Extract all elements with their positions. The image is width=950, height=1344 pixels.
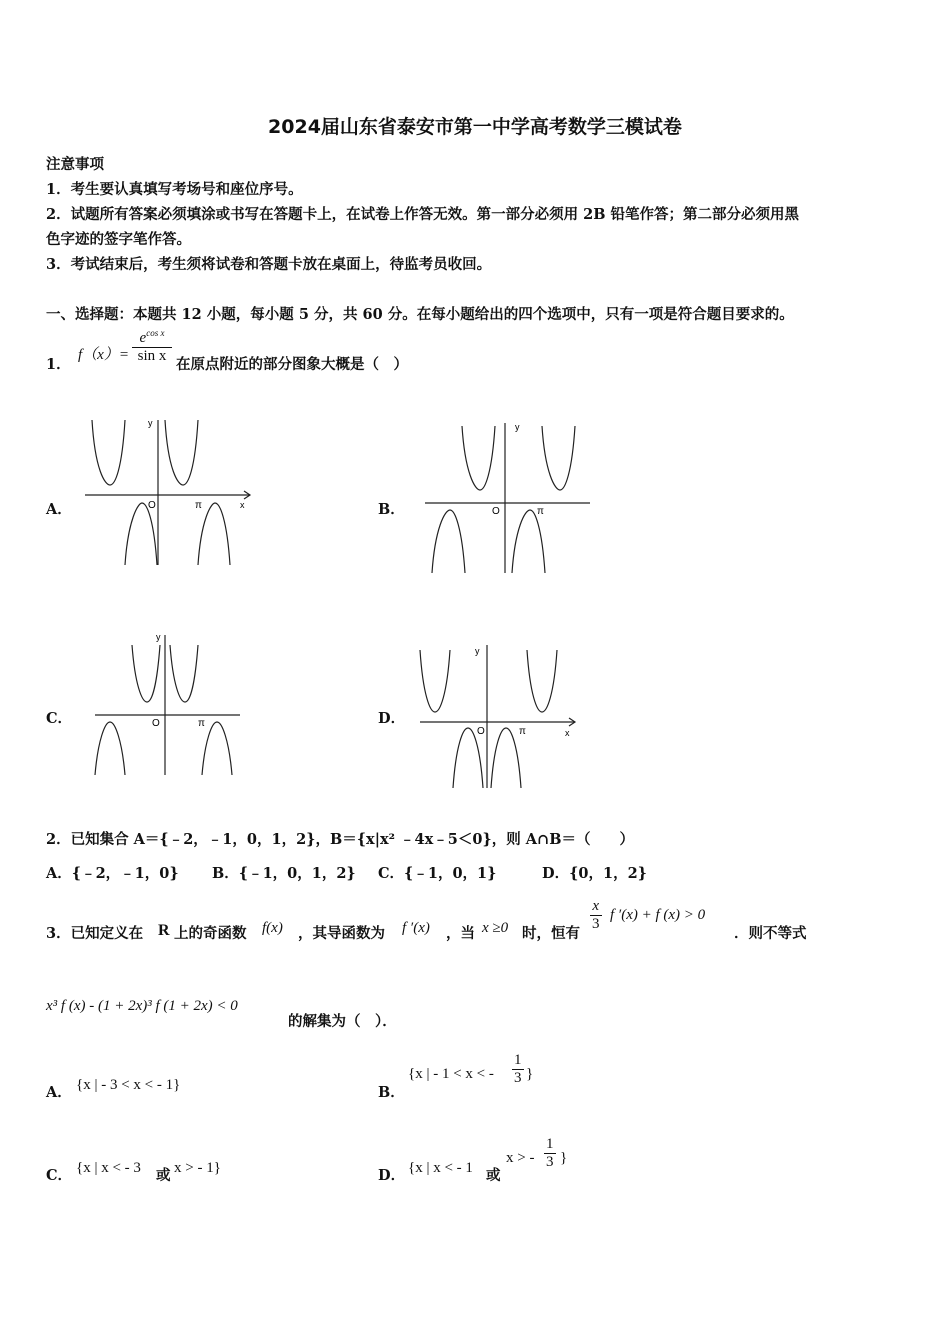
- graph-option-d: [415, 640, 585, 790]
- graph-b-y-label: y: [515, 422, 520, 432]
- graph-a-x-label: x: [240, 500, 245, 510]
- q3-option-d-set-a: {x | x < - 1: [408, 1160, 473, 1176]
- graph-b-origin: O: [492, 506, 500, 517]
- graph-d-pi: π: [519, 726, 526, 737]
- q3-stem-6: ．则不等式: [734, 925, 807, 942]
- q3-option-c-label: C．: [46, 1167, 73, 1184]
- q3-frac-num: x: [590, 898, 602, 916]
- notice-item-3: 3．考试结束后，考生须将试卷和答题卡放在桌面上，待监考员收回。: [46, 256, 492, 273]
- notice-item-2-cont: 色字迹的签字笔作答。: [46, 231, 191, 248]
- q2-option-c: C．{﹣1，0，1}: [378, 865, 497, 882]
- q3-stem-5: 时，恒有: [522, 925, 580, 942]
- graph-a-pi: π: [195, 500, 202, 511]
- q3-option-d-close: }: [560, 1150, 568, 1166]
- notice-item-1: 1．考生要认真填写考场号和座位序号。: [46, 181, 303, 198]
- q1-option-d-label: D．: [378, 710, 406, 727]
- graph-c-y-label: y: [156, 632, 161, 642]
- q3-option-d-or: 或: [486, 1167, 501, 1184]
- q3-option-b-fraction: [512, 1052, 524, 1087]
- q3-option-d-label: D．: [378, 1167, 406, 1184]
- q1-stem: 在原点附近的部分图象大概是（ ）: [176, 356, 408, 373]
- q2-option-b: B．{﹣1，0，1，2}: [212, 865, 356, 882]
- q3-option-b-close: }: [526, 1066, 534, 1082]
- q3-option-b-set: {x | - 1 < x < -: [408, 1066, 494, 1082]
- q3-b-den: 3: [514, 1070, 522, 1086]
- q3-option-c-or: 或: [156, 1167, 171, 1184]
- graph-a-y-label: y: [148, 418, 153, 428]
- graph-d-y-label: y: [475, 646, 480, 656]
- graph-option-c: [90, 630, 250, 780]
- graph-option-a: [80, 410, 260, 570]
- q3-condition: x ≥0: [482, 920, 509, 936]
- q1-option-c-label: C．: [46, 710, 73, 727]
- graph-c-origin: O: [152, 718, 160, 729]
- q2-option-a: A．{﹣2，﹣1，0}: [46, 865, 179, 882]
- q3-stem-7: 的解集为（ ）．: [288, 1013, 397, 1030]
- graph-d-x-label: x: [565, 728, 570, 738]
- graph-c-pi: π: [198, 718, 205, 729]
- q3-fx: f(x): [262, 920, 283, 936]
- q3-inequality-2: x³ f (x) - (1 + 2x)³ f (1 + 2x) < 0: [46, 998, 238, 1014]
- q3-option-c-set-b: x > - 1}: [174, 1160, 221, 1176]
- q3-d-den: 3: [546, 1154, 554, 1170]
- q3-stem-4: ，当: [446, 925, 475, 942]
- q3-fraction: [590, 898, 602, 933]
- q3-option-a-label: A．: [46, 1084, 72, 1101]
- q3-fprime: f ′(x): [402, 920, 430, 936]
- graph-option-b: [420, 418, 600, 578]
- q1-denominator: sin x: [137, 348, 167, 364]
- q2-option-d: D．{0，1，2}: [542, 865, 647, 882]
- graph-b-pi: π: [537, 506, 544, 517]
- q1-fraction: [132, 328, 172, 365]
- q3-d-num: 1: [546, 1136, 554, 1152]
- q3-stem-3: ，其导函数为: [298, 925, 385, 942]
- q3-option-d-fraction: [544, 1136, 556, 1171]
- q3-option-b-label: B．: [378, 1084, 405, 1101]
- q1-func-lhs: f（x）=: [78, 347, 129, 363]
- graph-d-origin: O: [477, 726, 485, 737]
- q3-stem-1: 3．已知定义在: [46, 925, 144, 942]
- q3-option-c-set-a: {x | x < - 3: [76, 1160, 141, 1176]
- notice-heading: 注意事项: [46, 156, 104, 173]
- section-1-heading: 一、选择题：本题共 12 小题，每小题 5 分，共 60 分。在每小题给出的四个选项中，只有一项是符合题目要求的。: [46, 306, 794, 323]
- notice-item-2: 2．试题所有答案必须填涂或书写在答题卡上，在试卷上作答无效。第一部分必须用 2B 铅笔作答；第二部分必须用黑: [46, 206, 800, 223]
- q2-stem: 2．已知集合 A＝{﹣2，﹣1，0，1，2}，B＝{x|x² ﹣4x﹣5＜0}，则 A∩B＝（ ）: [46, 831, 634, 848]
- q3-option-d-set-b: x > -: [506, 1150, 535, 1166]
- q1-option-b-label: B．: [378, 501, 405, 518]
- q1-numerator: e: [139, 330, 147, 346]
- page-title: 2024届山东省泰安市第一中学高考数学三模试卷: [268, 116, 682, 138]
- q3-b-num: 1: [514, 1052, 522, 1068]
- q1-option-a-label: A．: [46, 501, 72, 518]
- q3-inequality: f ′(x) + f (x) > 0: [610, 907, 706, 923]
- graph-a-origin: O: [148, 500, 156, 511]
- q3-stem-2: 上的奇函数: [174, 925, 247, 942]
- q3-frac-den: 3: [592, 916, 600, 932]
- q1-number: 1．: [46, 356, 71, 373]
- q1-numerator-exp: cos x: [146, 328, 165, 338]
- q3-real-set: R: [158, 922, 170, 939]
- q3-option-a-set: {x | - 3 < x < - 1}: [76, 1077, 181, 1093]
